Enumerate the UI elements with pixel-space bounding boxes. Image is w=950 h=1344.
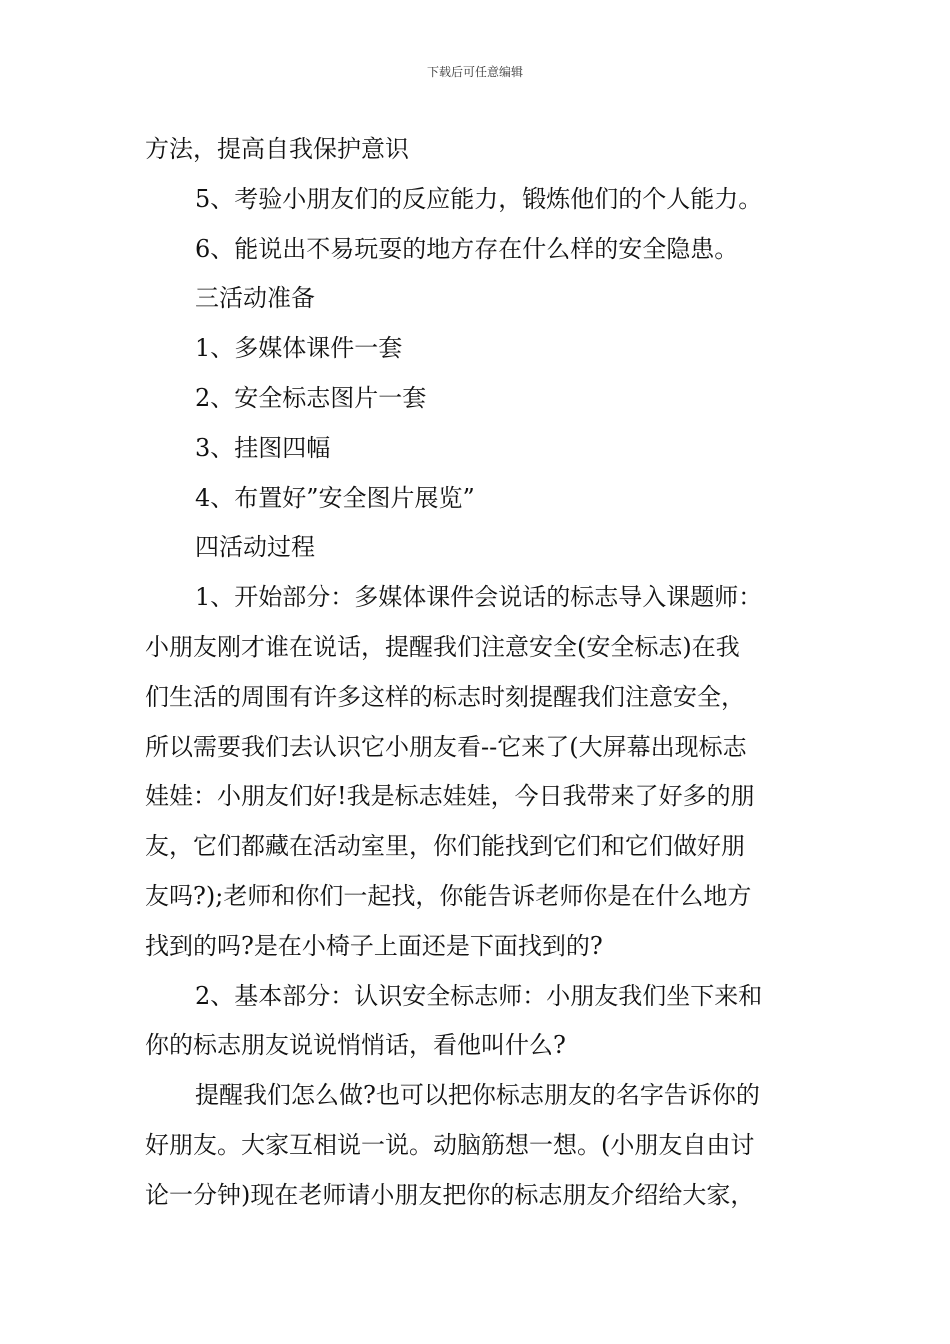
text-line: 方法，提高自我保护意识 [145,135,409,163]
document-body [145,125,815,1221]
page-header: 下载后可任意编辑 [426,65,523,79]
text-line: 提醒我们怎么做?也可以把你标志朋友的名字告诉你的 [195,1081,760,1110]
text-line: 好朋友。大家互相说一说。动脑筋想一想。(小朋友自由讨 [145,1130,755,1159]
text-line: 娃娃：小朋友们好!我是标志娃娃，今日我带来了好多的朋 [145,782,755,811]
text-line: 6、能说出不易玩耍的地方存在什么样的安全隐患。 [195,234,739,263]
text-line: 3、挂图四幅 [195,433,331,462]
text-line: 4、布置好”安全图片展览” [195,483,475,512]
text-line: 小朋友刚才谁在说话，提醒我们注意安全(安全标志)在我 [145,632,740,661]
text-line: 友，它们都藏在活动室里，你们能找到它们和它们做好朋 [145,832,745,861]
text-line: 5、考验小朋友们的反应能力，锻炼他们的个人能力。 [195,184,763,213]
section-heading: 三活动准备 [195,284,315,313]
text-line: 所以需要我们去认识它小朋友看--它来了(大屏幕出现标志 [145,732,747,761]
text-line: 们生活的周围有许多这样的标志时刻提醒我们注意安全， [145,682,745,711]
text-line: 你的标志朋友说说悄悄话，看他叫什么? [145,1031,566,1060]
section-heading: 四活动过程 [195,533,315,562]
text-line: 2、安全标志图片一套 [195,383,427,412]
text-line: 友吗?);老师和你们一起找，你能告诉老师你是在什么地方 [145,881,752,910]
text-line: 1、开始部分：多媒体课件会说话的标志导入课题师： [195,583,763,612]
text-line: 论一分钟)现在老师请小朋友把你的标志朋友介绍给大家， [145,1180,755,1209]
text-line: 1、多媒体课件一套 [195,334,403,363]
text-line: 2、基本部分：认识安全标志师：小朋友我们坐下来和 [195,981,763,1010]
text-line: 找到的吗?是在小椅子上面还是下面找到的? [145,931,603,960]
